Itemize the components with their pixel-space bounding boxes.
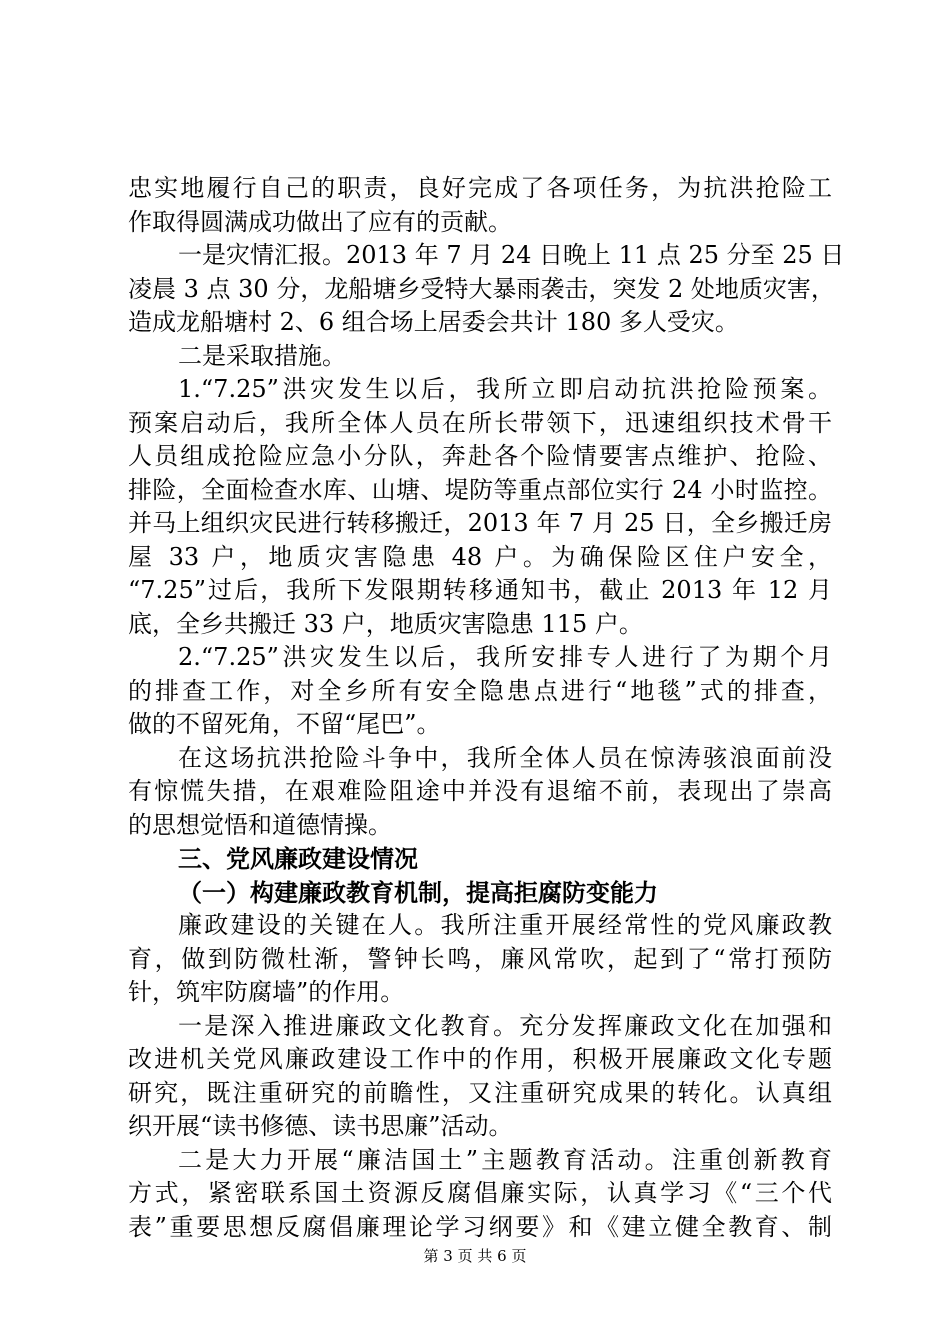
document-body bbox=[128, 172, 845, 1244]
text-line: 作取得圆满成功做出了应有的贡献。 bbox=[128, 207, 512, 236]
text-line: 廉政建设的关键在人。我所注重开展经常性的党风廉政教 bbox=[178, 911, 832, 939]
text-line: 方式，紧密联系国土资源反腐倡廉实际，认真学习《“三个代 bbox=[128, 1179, 832, 1207]
text-line: 在这场抗洪抢险斗争中，我所全体人员在惊涛骇浪面前没 bbox=[178, 743, 832, 772]
text-line: 2.“7.25”洪灾发生以后，我所安排专人进行了为期个月 bbox=[178, 643, 832, 671]
text-line: 育，做到防微杜渐，警钟长鸣，廉风常吹，起到了“常打预防 bbox=[128, 944, 832, 973]
subsection-heading: （一）构建廉政教育机制，提高拒腐防变能力 bbox=[178, 877, 658, 907]
text-line: “7.25”过后，我所下发限期转移通知书，截止 2013 年 12 月 bbox=[128, 576, 832, 604]
text-line: 研究，既注重研究的前瞻性，又注重研究成果的转化。认真组 bbox=[128, 1078, 832, 1107]
text-line: 织开展“读书修德、读书思廉”活动。 bbox=[128, 1112, 513, 1140]
text-line: 的排查工作，对全乡所有安全隐患点进行“地毯”式的排查， bbox=[128, 676, 832, 705]
text-line: 排险，全面检查水库、山塘、堤防等重点部位实行 24 小时监控。 bbox=[128, 475, 832, 504]
page-number-footer: 第 3 页 共 6 页 bbox=[423, 1247, 527, 1265]
text-line: 底，全乡共搬迁 33 户，地质灾害隐患 115 户。 bbox=[128, 609, 643, 638]
text-line: 一是灾情汇报。2013 年 7 月 24 日晚上 11 点 25 分至 25 日 bbox=[178, 241, 845, 269]
text-line: 一是深入推进廉政文化教育。充分发挥廉政文化在加强和 bbox=[178, 1011, 832, 1040]
text-line: 造成龙船塘村 2、6 组合场上居委会共计 180 多人受灾。 bbox=[128, 308, 739, 336]
text-line: 的思想觉悟和道德情操。 bbox=[128, 810, 392, 839]
text-line: 表”重要思想反腐倡廉理论学习纲要》和《建立健全教育、制 bbox=[128, 1212, 832, 1241]
section-heading: 三、党风廉政建设情况 bbox=[178, 844, 418, 873]
text-line: 针，筑牢防腐墙”的作用。 bbox=[128, 978, 405, 1006]
text-line: 二是大力开展“廉洁国土”主题教育活动。注重创新教育 bbox=[178, 1145, 832, 1174]
text-line: 人员组成抢险应急小分队，奔赴各个险情要害点维护、抢险、 bbox=[128, 442, 832, 470]
text-line: 二是采取措施。 bbox=[178, 341, 346, 370]
text-line: 凌晨 3 点 30 分，龙船塘乡受特大暴雨袭击，突发 2 处地质灾害， bbox=[128, 274, 835, 303]
text-line: 改进机关党风廉政建设工作中的作用，积极开展廉政文化专题 bbox=[128, 1045, 832, 1073]
text-line: 并马上组织灾民进行转移搬迁，2013 年 7 月 25 日，全乡搬迁房 bbox=[128, 509, 832, 537]
text-line: 屋 33 户，地质灾害隐患 48 户。为确保险区住户安全， bbox=[128, 542, 832, 571]
text-line: 有惊慌失措，在艰难险阻途中并没有退缩不前，表现出了崇高 bbox=[128, 777, 832, 805]
text-line: 做的不留死角，不留“尾巴”。 bbox=[128, 710, 441, 738]
text-line: 忠实地履行自己的职责，良好完成了各项任务，为抗洪抢险工 bbox=[128, 174, 832, 202]
text-line: 预案启动后，我所全体人员在所长带领下，迅速组织技术骨干 bbox=[128, 408, 832, 437]
text-line: 1.“7.25”洪灾发生以后，我所立即启动抗洪抢险预案。 bbox=[178, 375, 832, 403]
